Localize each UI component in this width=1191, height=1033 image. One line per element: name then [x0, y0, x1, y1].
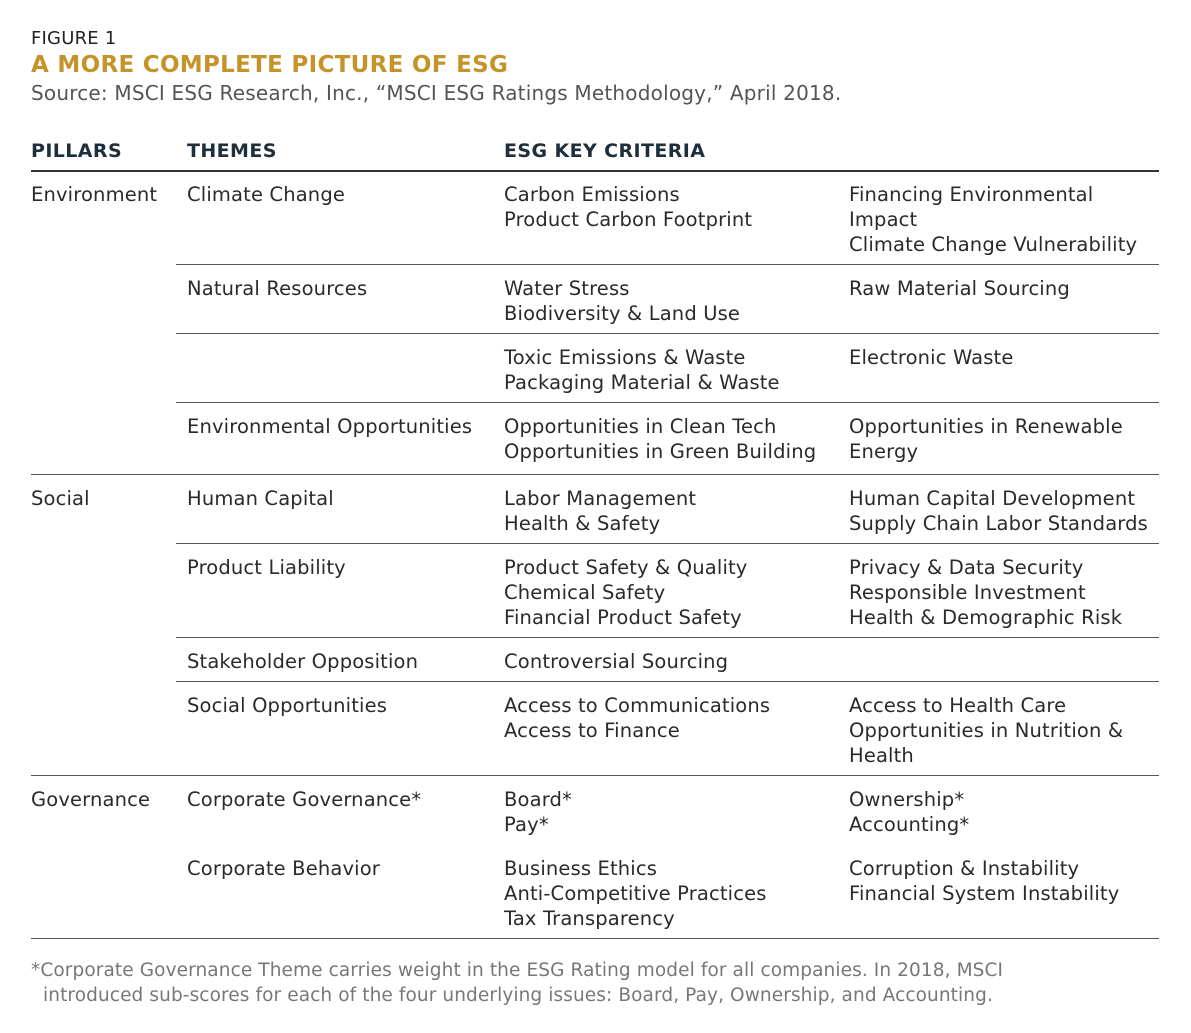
criteria-col2 [849, 856, 1119, 906]
criterion: Health [849, 744, 914, 767]
criterion: Privacy & Data Security [849, 556, 1084, 579]
criteria-col1 [504, 693, 770, 743]
criteria-col2 [849, 414, 1123, 464]
theme-product-liability: Product Liability [187, 556, 346, 579]
criterion: Health & Safety [504, 512, 661, 535]
criteria-col2 [849, 555, 1122, 630]
criteria-col2 [849, 345, 1014, 370]
figure-source: Source: MSCI ESG Research, Inc., “MSCI ESG Ratings Methodology,” April 2018. [31, 81, 842, 105]
header-criteria: ESG KEY CRITERIA [504, 140, 706, 162]
criteria-col1 [504, 555, 748, 630]
criterion: Controversial Sourcing [504, 650, 729, 673]
row-divider [176, 264, 1159, 265]
row-divider [176, 637, 1159, 638]
footnote-line: introduced sub-scores for each of the four underlying issues: Board, Pay, Ownership, and Accounting. [43, 985, 993, 1006]
criteria-col1 [504, 787, 572, 837]
criterion: Chemical Safety [504, 581, 666, 604]
theme-stakeholder-opposition: Stakeholder Opposition [187, 650, 419, 673]
criterion: Access to Health Care [849, 694, 1067, 717]
criteria-col1 [504, 345, 780, 395]
pillar-social: Social [31, 487, 90, 510]
header-themes: THEMES [187, 140, 277, 162]
header-pillars: PILLARS [31, 140, 123, 162]
theme-corporate-behavior: Corporate Behavior [187, 857, 380, 880]
criteria-col1 [504, 276, 740, 326]
criterion: Impact [849, 208, 918, 231]
criteria-col2 [849, 693, 1123, 768]
criterion: Opportunities in Green Building [504, 440, 817, 463]
criterion: Packaging Material & Waste [504, 371, 780, 394]
criterion: Health & Demographic Risk [849, 606, 1123, 629]
row-divider [176, 402, 1159, 403]
criterion: Supply Chain Labor Standards [849, 512, 1148, 535]
criterion: Electronic Waste [849, 346, 1014, 369]
figure-label: FIGURE 1 [31, 28, 117, 49]
criteria-col2 [849, 486, 1148, 536]
criterion: Business Ethics [504, 857, 658, 880]
criterion: Biodiversity & Land Use [504, 302, 741, 325]
criteria-col2 [849, 182, 1137, 257]
criteria-col1 [504, 414, 816, 464]
criterion: Water Stress [504, 277, 630, 300]
criterion: Opportunities in Clean Tech [504, 415, 777, 438]
header-rule [31, 170, 1159, 172]
criterion: Financing Environmental [849, 183, 1094, 206]
criterion: Product Safety & Quality [504, 556, 748, 579]
row-divider [176, 681, 1159, 682]
criterion: Financial System Instability [849, 882, 1120, 905]
footnote-line: *Corporate Governance Theme carries weight in the ESG Rating model for all companies. In 2018, MSCI [31, 960, 1004, 981]
criteria-col1 [504, 486, 696, 536]
criterion: Product Carbon Footprint [504, 208, 753, 231]
criterion: Anti-Competitive Practices [504, 882, 767, 905]
footnote [31, 958, 1003, 1008]
criterion: Ownership* [849, 788, 965, 811]
criterion: Opportunities in Nutrition & [849, 719, 1124, 742]
criterion: Raw Material Sourcing [849, 277, 1070, 300]
theme-environmental-opportunities: Environmental Opportunities [187, 415, 473, 438]
criterion: Toxic Emissions & Waste [504, 346, 746, 369]
theme-climate-change: Climate Change [187, 183, 345, 206]
criterion: Access to Communications [504, 694, 771, 717]
criteria-col2 [849, 276, 1070, 301]
criterion: Financial Product Safety [504, 606, 742, 629]
theme-natural-resources: Natural Resources [187, 277, 368, 300]
criterion: Energy [849, 440, 919, 463]
theme-social-opportunities: Social Opportunities [187, 694, 388, 717]
pillar-divider [31, 775, 1159, 776]
criterion: Tax Transparency [504, 907, 675, 930]
criterion: Corruption & Instability [849, 857, 1080, 880]
criterion: Carbon Emissions [504, 183, 680, 206]
criterion: Access to Finance [504, 719, 680, 742]
pillar-divider [31, 474, 1159, 475]
pillar-governance: Governance [31, 788, 151, 811]
criterion: Labor Management [504, 487, 697, 510]
theme-corporate-governance: Corporate Governance* [187, 788, 422, 811]
criteria-col1 [504, 649, 728, 674]
criterion: Responsible Investment [849, 581, 1086, 604]
criteria-col2 [849, 787, 969, 837]
criterion: Human Capital Development [849, 487, 1136, 510]
criterion: Climate Change Vulnerability [849, 233, 1138, 256]
criterion: Opportunities in Renewable [849, 415, 1123, 438]
criterion: Board* [504, 788, 572, 811]
criterion: Accounting* [849, 813, 970, 836]
criteria-col1 [504, 182, 752, 232]
criterion: Pay* [504, 813, 549, 836]
figure-title: A MORE COMPLETE PICTURE OF ESG [31, 52, 509, 78]
row-divider [176, 333, 1159, 334]
criteria-col1 [504, 856, 767, 931]
theme-human-capital: Human Capital [187, 487, 334, 510]
row-divider [176, 543, 1159, 544]
table-bottom-rule [31, 938, 1159, 939]
pillar-environment: Environment [31, 183, 158, 206]
